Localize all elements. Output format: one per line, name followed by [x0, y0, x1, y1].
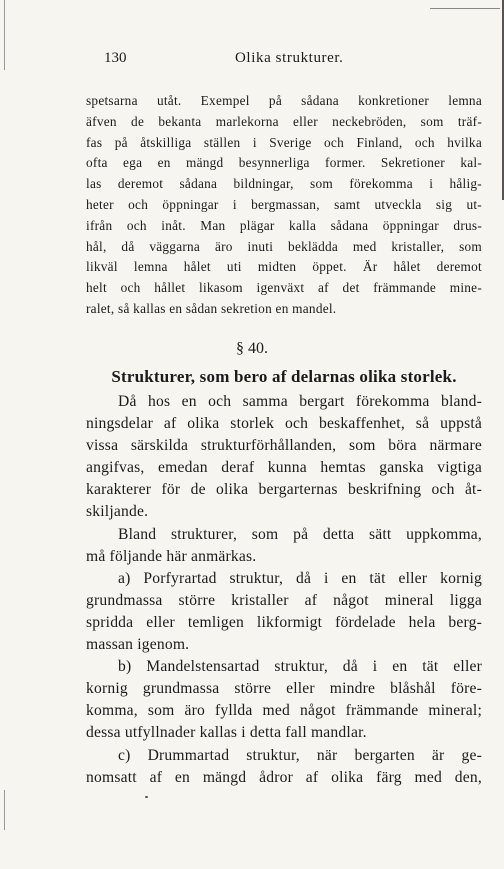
text-line: massan igenom. [86, 636, 190, 654]
text-line: kornig grundmassa större eller mindre blåshål före- [86, 680, 482, 698]
text-line: Då hos en och samma bergart förekomma bland- [118, 393, 482, 410]
left-edge-mark [4, 0, 5, 70]
small-print-paragraph [86, 91, 482, 320]
text-line: a) Porfyrartad struktur, då i en tät eller kornig [118, 569, 482, 587]
text-line: angifvas, emedan deraf kunna hemtas ganska vigtiga [86, 459, 482, 477]
text-line: ralet, så kallas en sådan sekretion en mandel. [86, 300, 337, 316]
text-line: likväl lemna hålet uti midten öppet. Är hålet deremot [86, 259, 482, 275]
text-line: ifrån och inåt. Man plägar kalla sådana öppningar drus- [86, 217, 482, 233]
text-line: heter och öppningar i bergmassan, samt utveckla sig ut- [86, 196, 482, 212]
text-line: Bland strukturer, som på detta sätt uppkomma, [118, 525, 482, 543]
text-line: komma, som äro fyllda med något främmande mineral; [86, 702, 482, 720]
top-edge-rule [430, 8, 500, 9]
text-line: dessa utfyllnader kallas i detta fall mandlar. [86, 724, 367, 742]
text-line: nomsatt af en mängd ådror af olika färg med den, [86, 768, 482, 786]
text-line: grundmassa större kristaller af något mineral ligga [86, 591, 482, 609]
text-line: må följande här anmärkas. [86, 547, 257, 565]
ink-speck [145, 796, 148, 798]
text-line: helt och hållet likasom igenväxt af det främmande mine- [86, 280, 482, 296]
running-title: Olika strukturer. [235, 50, 344, 66]
text-line: b) Mandelstensartad struktur, då i en tät eller [118, 658, 482, 676]
text-line: fas på åtskilliga ställen i Sverige och Finland, och hvilka [86, 134, 482, 150]
text-line: spridda eller temligen likformigt fördelade hela berg- [86, 613, 482, 631]
text-line: spetsarna utåt. Exempel på sådana konkretioner lemna [86, 93, 482, 108]
text-line: äfven de bekanta marlekorna eller neckebröden, som träf- [86, 113, 482, 129]
text-line: skiljande. [86, 503, 149, 521]
text-line: las deremot sådana bildningar, som förekomma i hålig- [86, 176, 482, 192]
left-edge-mark-lower [4, 790, 5, 830]
text-line: hål, då väggarna äro inuti beklädda med kristaller, som [86, 238, 482, 254]
text-line: ofta ega en mängd besynnerliga former. Sekretioner kal- [86, 155, 482, 171]
text-line: vissa särskilda strukturförhållanden, som böra närmare [86, 437, 482, 455]
text-line: c) Drummartad struktur, när bergarten är ge- [118, 746, 482, 764]
body-text [86, 391, 482, 789]
section-heading: Strukturer, som bero af delarnas olika storlek. [111, 367, 457, 386]
text-line: karakterer för de olika bergarternas beskrifning och åt- [86, 481, 482, 499]
page-number: 130 [104, 50, 127, 66]
text-line: ningsdelar af olika storlek och beskaffenhet, så uppstå [86, 415, 482, 433]
section-number: § 40. [236, 340, 268, 357]
